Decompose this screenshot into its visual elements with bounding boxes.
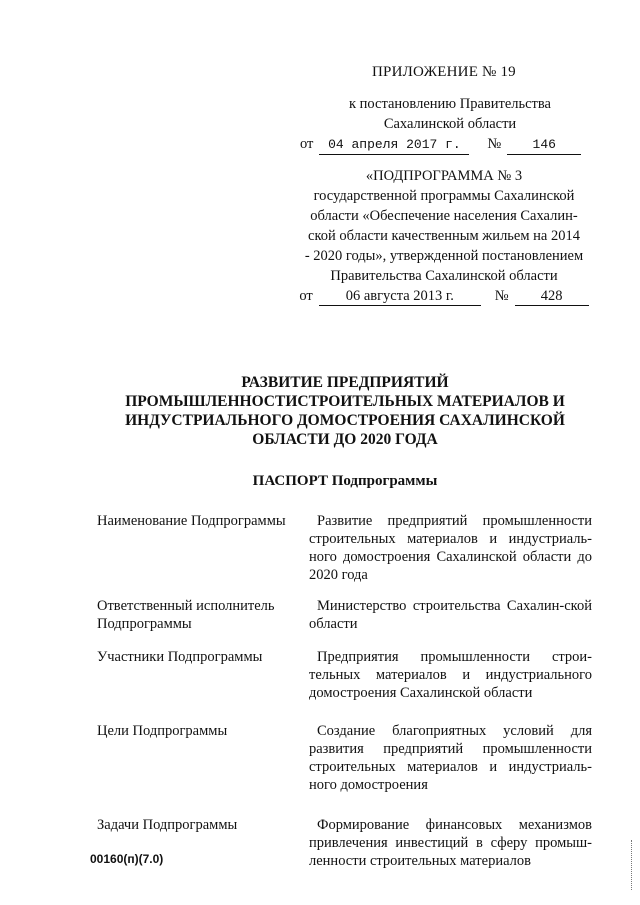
passport-row-value: Создание благоприятных условий для развития предприятий промышленности строительных материалов и индустриаль-ного домостроения <box>309 723 592 793</box>
footer-document-code: 00160(п)(7.0) <box>90 852 164 866</box>
subprogram-from-label: от <box>299 288 313 304</box>
appendix-number: 146 <box>507 136 581 155</box>
passport-row-tasks <box>97 816 597 870</box>
passport-row-label: Ответственный исполнитель Подпрограммы <box>97 598 275 632</box>
subprogram-header <box>294 166 594 306</box>
appendix-title: ПРИЛОЖЕНИЕ № 19 <box>372 64 516 80</box>
passport-heading: ПАСПОРТ Подпрограммы <box>252 473 438 489</box>
passport-row-label: Цели Подпрограммы <box>97 723 228 739</box>
passport-row-label: Участники Подпрограммы <box>97 649 263 665</box>
passport-row-executor <box>97 597 597 633</box>
document-title <box>90 373 600 449</box>
passport-row-goals <box>97 722 597 794</box>
appendix-header <box>300 62 600 154</box>
subprogram-line-5: - 2020 годы», утвержденной постановлением <box>304 248 584 264</box>
subprogram-number-label: № <box>494 288 509 304</box>
subprogram-date-row <box>294 286 594 306</box>
subprogram-line-3: области «Обеспечение населения Сахалин- <box>310 208 578 224</box>
passport-row-label: Задачи Подпрограммы <box>97 817 238 833</box>
passport-row-value: Министерство строительства Сахалин-ской области <box>309 598 592 632</box>
title-line-3: ИНДУСТРИАЛЬНОГО ДОМОСТРОЕНИЯ САХАЛИНСКОЙ <box>125 412 565 429</box>
appendix-from-label: от <box>300 136 314 152</box>
appendix-line-1: к постановлению Правительства <box>349 96 551 112</box>
subprogram-number: 428 <box>515 287 589 306</box>
subprogram-line-4: ской области качественным жильем на 2014 <box>308 228 580 244</box>
appendix-line-2: Сахалинской области <box>383 116 517 132</box>
passport-row-value: Предприятия промышленности строи-тельных материалов и индустриального домостроения Сахалинской области <box>309 649 592 701</box>
appendix-date: 04 апреля 2017 г. <box>319 136 469 155</box>
passport-row-label: Наименование Подпрограммы <box>97 513 286 529</box>
passport-row-value: Формирование финансовых механизмов привлечения инвестиций в сферу промыш-ленности строительных материалов <box>309 817 592 869</box>
title-line-2: ПРОМЫШЛЕННОСТИСТРОИТЕЛЬНЫХ МАТЕРИАЛОВ И <box>125 393 565 410</box>
subprogram-date: 06 августа 2013 г. <box>319 287 481 306</box>
subprogram-line-1: «ПОДПРОГРАММА № 3 <box>365 168 523 184</box>
appendix-number-label: № <box>487 136 502 152</box>
passport-row-participants <box>97 648 597 702</box>
subprogram-line-6: Правительства Сахалинской области <box>330 268 558 284</box>
margin-scan-marks <box>631 840 634 890</box>
passport-table <box>97 512 597 881</box>
title-line-4: ОБЛАСТИ ДО 2020 ГОДА <box>252 431 438 448</box>
subprogram-line-2: государственной программы Сахалинской <box>313 188 575 204</box>
appendix-date-row <box>300 134 600 154</box>
passport-row-name <box>97 512 597 584</box>
passport-row-value: Развитие предприятий промышленности строительных материалов и индустриаль-ного домостроения Сахалинской области до 2020 года <box>309 513 592 583</box>
title-line-1: РАЗВИТИЕ ПРЕДПРИЯТИЙ <box>241 374 449 391</box>
